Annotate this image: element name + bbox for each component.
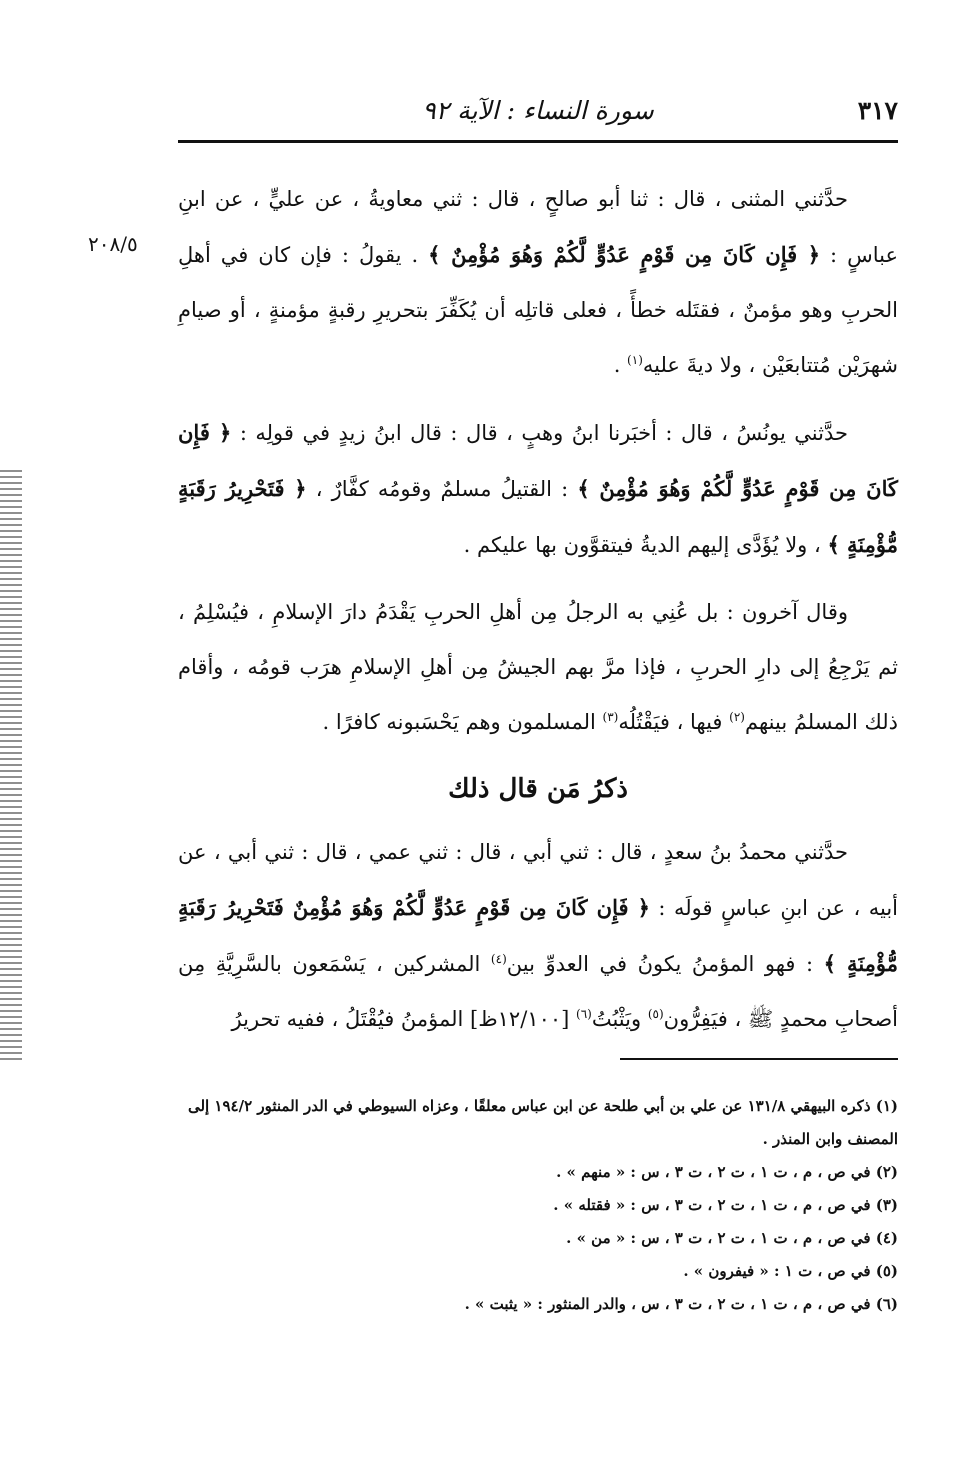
footnote-marker: (١) — [627, 353, 643, 367]
text-span: حدَّثني المثنى ، قال : ثنا أبو صالحٍ ، قال : ثني معاويةُ ، عن عليٍّ ، عن ابنِ عباسٍ : — [178, 187, 898, 267]
text-span: ، ولا يُؤَدَّى إليهم الديةُ فيتقوَّون بها عليكم . — [463, 533, 828, 557]
margin-reference: ٢٠٨/٥ — [88, 232, 138, 256]
text-span: المشركين ، يَسْمَعون بالسَّرِيَّةِ مِن أصحابِ محمدٍ ﷺ ، فيَفِرُّون — [178, 952, 898, 1031]
text-span: [١٢/١٠٠ظ] المؤمنُ فيُقْتَلُ ، ففيه تحريرُ — [231, 1007, 577, 1031]
quran-quote: ﴿ فَإِن كَانَ مِن قَوْمٍ عَدُوٍّ لَّكُمْ وَهُوَ مُؤْمِنٌ ﴾ — [428, 242, 821, 267]
paragraph-3 — [178, 585, 898, 750]
quran-quote: ﴿ فَإِن كَانَ مِن قَوْمٍ عَدُوٍّ لَّكُمْ وَهُوَ مُؤْمِنٌ ﴾ — [178, 420, 898, 501]
footnote-marker: (٣) — [602, 710, 619, 724]
paragraph-2 — [178, 405, 898, 573]
paragraph-4 — [178, 825, 898, 1047]
quran-quote: ﴿ فَتَحْرِيرُ رَقَبَةٍ مُّؤْمِنَةٍ ﴾ — [178, 476, 898, 557]
text-span: حدَّثني يونُسُ ، قال : أخبَرنا ابنُ وهبٍ ، قال : قال ابنُ زيدٍ في قولِه : — [231, 421, 848, 445]
text-span: . يقولُ : فإن كان في أهلِ الحربِ وهو مؤمنٌ ، فقتَله خطأً ، فعلى قاتلِه أن يُكَفِّرَ بتحريرِ رقبةٍ مؤمنةٍ ، أو صيامِ شهرَيْن مُتتابعَيْن ، ولا ديةَ عليه — [178, 243, 898, 377]
footnote-2: (٢) في ص ، م ، ت ١ ، ت ٢ ، ت ٣ ، س : « منهم » . — [556, 1163, 898, 1181]
section-heading: ذكرُ مَن قال ذلك — [448, 774, 628, 804]
footnote-rule — [620, 1058, 898, 1060]
text-span: . — [613, 353, 628, 377]
text-span: : فهو المؤمنُ يكونُ في العدوِّ بين — [506, 952, 824, 976]
footnote-1: (١) ذكره البيهقي ١٣١/٨ عن علي بن أبي طلحة عن ابن عباس معلقًا ، وعزاه السيوطي في الدر المنثور ١٩٤/٢ إلى المصنف وابن المنذر . — [187, 1097, 898, 1148]
footnote-3: (٣) في ص ، م ، ت ١ ، ت ٢ ، ت ٣ ، س : « فقتله » . — [553, 1196, 898, 1214]
footnote-marker: (٤) — [490, 952, 507, 966]
text-span: : القتيلُ مسلمٌ وقومُه كفَّارٌ ، — [306, 477, 578, 501]
header-rule — [178, 140, 898, 143]
main-text — [178, 172, 898, 1059]
text-span: وقال آخرون : بل عُنِي به الرجلُ مِن أهلِ الحربِ يَقْدَمُ دارَ الإسلامِ ، فيُسْلِمُ ، ثم يَرْجِعُ إلى دارِ الحربِ ، فإذا مرَّ بهم الجيشُ مِن أهلِ الإسلامِ هرَب قومُه ، وأقام ذلك المسلمُ بينهم — [178, 600, 898, 734]
footnote-6: (٦) في ص ، م ، ت ١ ، ت ٢ ، ت ٣ ، س ، والدر المنثور : « يثبت » . — [464, 1295, 898, 1313]
sura-title: سورة النساء : الآية ٩٢ — [422, 96, 654, 125]
footnote-5: (٥) في ص ، ت ١ : « فيفرون » . — [683, 1262, 898, 1280]
text-span: حدَّثني محمدُ بنُ سعدٍ ، قال : ثني أبي ، قال : ثني عمي ، قال : ثني أبي ، عن أبيه ، عن ابنِ عباسٍ قولَه : — [178, 840, 898, 920]
footnote-4: (٤) في ص ، م ، ت ١ ، ت ٢ ، ت ٣ ، س : « من » . — [566, 1229, 898, 1247]
footnote-marker: (٢) — [729, 710, 745, 724]
text-span: فيها ، فيَقْتُلُه — [618, 710, 730, 734]
page-header — [178, 92, 898, 134]
text-span: المسلمون وهم يَحْسَبونه كافرًا . — [322, 710, 603, 734]
footnote-marker: (٦) — [576, 1007, 592, 1021]
quran-quote: ﴿ فَإِن كَانَ مِن قَوْمٍ عَدُوٍّ لَّكُمْ وَهُوَ مُؤْمِنٌ فَتَحْرِيرُ رَقَبَةٍ مُّؤْمِنَةٍ ﴾ — [178, 895, 898, 976]
scan-binding-edge — [0, 470, 22, 1060]
page-number: ٣١٧ — [857, 96, 898, 125]
footnote-marker: (٥) — [647, 1007, 664, 1021]
text-span: ويَثْبُتُ — [591, 1007, 648, 1031]
footnotes — [178, 1090, 898, 1321]
paragraph-1 — [178, 172, 898, 393]
